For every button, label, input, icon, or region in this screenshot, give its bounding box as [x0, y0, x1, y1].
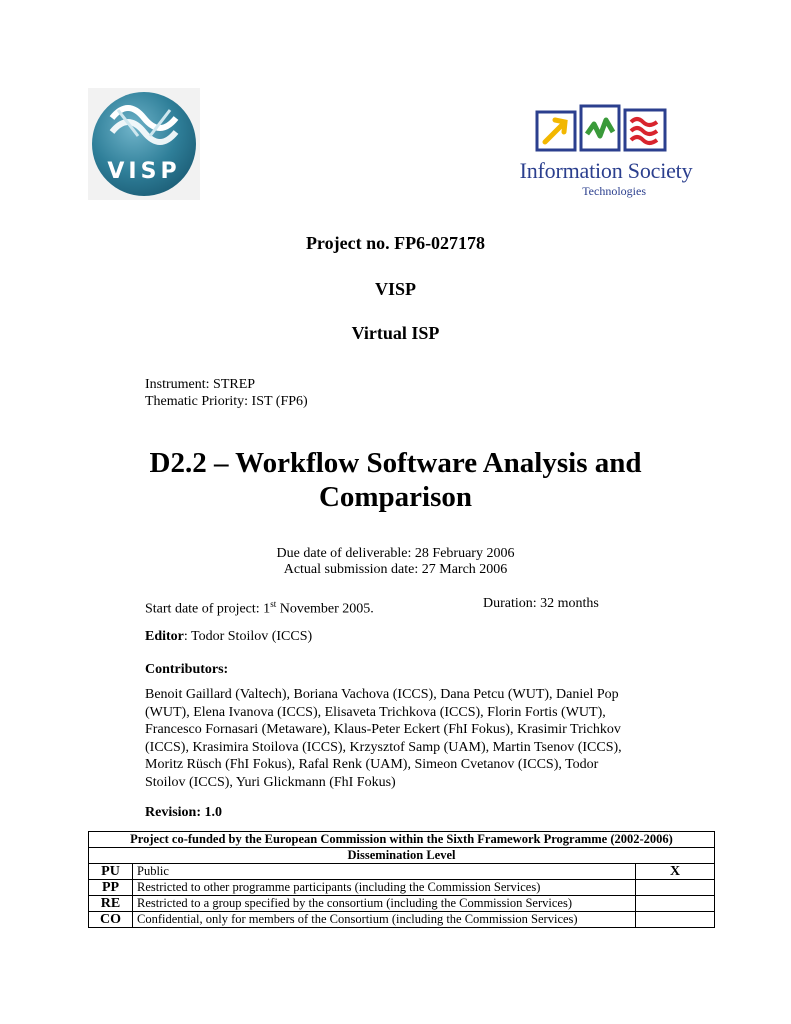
contributors-line: (ICCS), Krasimira Stoilova (ICCS), Krzysztof Samp (UAM), Martin Tsenov (ICCS),: [145, 739, 622, 755]
table-header-level: Dissemination Level: [89, 848, 715, 864]
level-description: Restricted to a group specified by the consortium (including the Commission Services): [133, 896, 636, 912]
contributors-line: Stoilov (ICCS), Yuri Glickmann (FhI Fokus): [145, 774, 396, 790]
ist-logo-subtitle: Technologies: [582, 184, 646, 198]
duration: Duration: 32 months: [483, 596, 599, 611]
deliverable-title-line1: D2.2 – Workflow Software Analysis and: [149, 447, 642, 479]
due-date: Due date of deliverable: 28 February 2006: [276, 546, 515, 561]
table-header-row: [89, 832, 715, 848]
level-mark: [636, 896, 715, 912]
ist-logo-boxes: [531, 104, 671, 156]
contributors-line: (WUT), Elena Ivanova (ICCS), Elisaveta Trichkova (ICCS), Florin Fortis (WUT),: [145, 704, 606, 720]
table-header-funding: Project co-funded by the European Commission within the Sixth Framework Programme (2002-2006): [89, 832, 715, 848]
level-description: Confidential, only for members of the Consortium (including the Commission Services): [133, 912, 636, 928]
contributors-label: Contributors:: [145, 662, 229, 677]
thematic-priority: Thematic Priority: IST (FP6): [145, 394, 308, 409]
table-row: [89, 880, 715, 896]
visp-logo-graphic: [88, 88, 200, 200]
table-row: [89, 864, 715, 880]
project-acronym: VISP: [374, 279, 416, 299]
level-code: PU: [89, 864, 133, 880]
table-header-row: [89, 848, 715, 864]
deliverable-title-line2: Comparison: [318, 481, 473, 513]
visp-logo: [88, 88, 200, 200]
table-row: [89, 896, 715, 912]
start-date: [145, 596, 374, 618]
level-code: CO: [89, 912, 133, 928]
visp-logo-text: VISP: [107, 159, 181, 184]
editor-value: : Todor Stoilov (ICCS): [183, 629, 313, 644]
contributors-line: Moritz Rüsch (FhI Fokus), Rafal Renk (UAM), Simeon Cvetanov (ICCS), Todor: [145, 757, 599, 772]
contributors-list: [145, 686, 655, 791]
start-date-suffix: November 2005.: [276, 601, 374, 617]
dissemination-table: [88, 831, 715, 928]
editor-label: Editor: [145, 629, 184, 644]
contributors-line: Benoit Gaillard (Valtech), Boriana Vachova (ICCS), Dana Petcu (WUT), Daniel Pop: [145, 687, 619, 702]
revision: Revision: 1.0: [145, 805, 222, 820]
start-date-sup: st: [270, 599, 277, 609]
contributors-line: Francesco Fornasari (Metaware), Klaus-Peter Eckert (FhI Fokus), Krasimir Trichkov: [145, 722, 621, 737]
project-name: Virtual ISP: [351, 323, 440, 343]
level-code: PP: [89, 880, 133, 896]
level-mark: [636, 912, 715, 928]
level-mark: X: [636, 864, 715, 880]
level-code: RE: [89, 896, 133, 912]
project-number: Project no. FP6-027178: [305, 233, 486, 253]
level-description: Public: [133, 864, 636, 880]
level-description: Restricted to other programme participants (including the Commission Services): [133, 880, 636, 896]
level-mark: [636, 880, 715, 896]
ist-logo: [506, 98, 706, 202]
editor: [145, 629, 312, 645]
table-row: [89, 912, 715, 928]
start-date-prefix: Start date of project: 1: [145, 601, 271, 617]
submission-date: Actual submission date: 27 March 2006: [283, 562, 508, 577]
instrument: Instrument: STREP: [145, 377, 256, 392]
ist-logo-title: Information Society: [519, 158, 693, 183]
